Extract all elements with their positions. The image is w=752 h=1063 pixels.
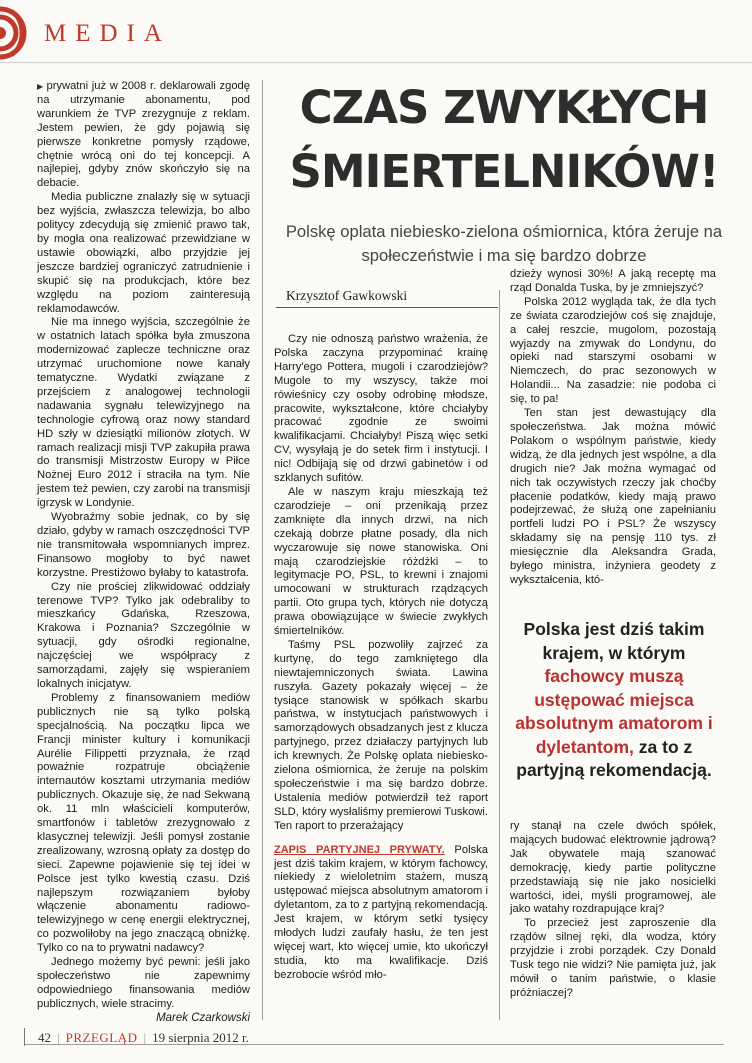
paragraph-text: Polska jest dziś takim krajem, w którym fachowcy, niekiedy z wieloletnim stażem, muszą ustępować miejsca absolutnym amatorom i dyletantom, za to z partyjną rekomendacją. Jest krajem, w którym setki tysięcy młodych ludzi zaufały hasłu, że ten jest więcej wart, kto więcej umie, kto ukończył studia, kto ma kwalifikacje. Dziś bezrobocie wśród mło- — [274, 843, 489, 981]
pull-quote-part-3: za to z partyjną rekomendacją. — [516, 736, 712, 780]
paragraph: ry stanął na czele dwóch spółek, mających budować elektrownie jądrową? Jak obywatele mają szanować demokrację, kiedy partie polityczne przedstawiają się nie jako nosicielki wartości, idei, myśli programowej, ale jako watahy rozdrapujące kraj? — [510, 820, 716, 916]
paragraph: Ten stan jest dewastujący dla społeczeństwa. Jak można mówić Polakom o wspólnym państwie, kiedy widzą, że dla jednych jest wspólne, a dla drugich nie? Jak można wymagać od nich tak oczywistych rzeczy jak choćby płacenie podatków, kiedy mają prawo podejrzewać, że służą one zapełnianiu portfeli ludzi PO i PSL? Że wszyscy składamy się na pensję 110 tys. zł miesięcznie dla Aleksandra Grada, byłego ministra, inżyniera geodety z wykształcenia, któ- — [510, 407, 716, 586]
paragraph — [37, 80, 250, 191]
radio-waves-icon — [0, 8, 40, 58]
column-divider — [262, 80, 263, 1020]
paragraph: Taśmy PSL pozwoliły zajrzeć za kurtynę, do tego zamkniętego dla niewtajemniczonych świata. Lawina ruszyła. Gazety pokazały więcej – że tysiące stanowisk w spółkach skarbu państwa, w instytucjach państwowych i samorządowych obsadzanych jest z klucza partyjnego, przez działaczy partyjnych lub ich krewnych. Że Polskę oplata niebiesko-zielona ośmiornica, że żeruje na polskim społeczeństwie i ma się bardzo dobrze. Ustalenia mediów potwierdził też raport SLD, który wysłaliśmy premierowi Tuskowi. Ten raport to przerażający — [274, 638, 488, 832]
article-headline — [276, 76, 732, 204]
paragraph: Polska 2012 wygląda tak, że dla tych ze świata czarodziejów coś się znajduje, a całej reszcie, mugolom, pozostają wyjazdy na zmywak do Londynu, do opieki nad starszymi osobami w Niemczech, do prac sezonowych w Holandii... Na zasadzie: nie podoba ci się, to pa! — [510, 295, 716, 406]
page-footer: 42 | PRZEGLĄD | 19 sierpnia 2012 r. — [38, 1030, 249, 1045]
article-column-3-continued — [510, 820, 716, 1040]
paragraph-text: prywatni już w 2008 r. deklarowali zgodę na utrzymanie abonamentu, pod warunkiem że TVP zrezygnuje z reklam. Jestem pewien, że gdy pojawią się pierwsze konkretne pomysły rządowe, chętnie wrócą oni do tej koncepcji. A najlepiej, gdyby znów skończyło się na debacie. — [37, 80, 250, 190]
page-number: 42 — [38, 1030, 51, 1045]
article-subhead: Polskę oplata niebiesko-zielona ośmiornica, która żeruje na społeczeństwie i ma się bardzo dobrze — [285, 222, 723, 265]
author-divider — [276, 307, 498, 308]
paragraph: Czy nie odnoszą państwo wrażenia, że Polska zaczyna przypominać krainę Harry'ego Pottera, mugoli i czarodziejów? Mugole to my wszyscy, także moi rówieśnicy czy osoby odrobinę młodsze, pracowite, wykształcone, które chciałyby pracować zgodnie ze swoimi kwalifikacjami. Chciałyby! Piszą więc setki CV, wysyłają je do setek firm i instytucji. I nic! Odbijają się od drzwi gabinetów i od szklanych sufitów. — [274, 333, 488, 485]
continuation-marker-icon: ▶ — [37, 82, 47, 91]
pull-quote-highlight: fachowcy muszą ustępować miejsca absolutnym amatorom i dyletantom, — [515, 666, 713, 757]
paragraph: Media publiczne znalazły się w sytuacji bez wyjścia, zwłaszcza telewizja, bo albo politycy zdecydują się zmienić prawo tak, by mogła ona realizować przewidziane w ustawie obowiązki, albo przyjdzie jej jeszcze bardziej ograniczyć zatrudnienie i skupić się na produkcjach, które bez względu na poziom zainteresują reklamodawców. — [37, 191, 250, 315]
headline-line-2: ŚMIERTELNIKÓW! — [289, 145, 719, 198]
paragraph — [274, 844, 488, 983]
article-column-2 — [274, 333, 488, 1033]
previous-article-column — [37, 80, 250, 1024]
paragraph: Nie ma innego wyjścia, szczególnie że w ostatnich latach spółka była zmuszona modernizować zaplecze techniczne oraz utrzymać uruchomione nowe kanały tematyczne. Wydatki związane z przejściem z analogowej technologii nadawania sygnału telewizyjnego na technologie cyfrową oraz nowy standard HD szły w dziesiątki milionów złotych. W ramach realizacji misji TVP zakupiła prawa do transmisji Mistrzostw Europy w Piłce Nożnej Euro 2012 i straciła na tym. Nie jestem też pewien, czy zarobi na transmisji igrzysk w Londynie. — [37, 316, 250, 510]
subheading-zapis: ZAPIS PARTYJNEJ PRYWATY. — [274, 843, 445, 856]
paragraph: dzieży wynosi 30%! A jaką receptę ma rząd Donalda Tuska, by je zmniejszyć? — [510, 268, 716, 294]
section-label: MEDIA — [44, 20, 171, 47]
footer-tick — [24, 1028, 25, 1046]
header-divider — [0, 62, 752, 63]
pull-quote-part-1: Polska jest dziś takim krajem, w którym — [523, 619, 705, 663]
previous-article-signature: Marek Czarkowski — [156, 1011, 250, 1024]
paragraph: Problemy z finansowaniem mediów publicznych nie są tylko polską specjalnością. Na początku lipca we Francji minister kultury i komunikacji Aurélie Filippetti przyznała, że rząd poważnie rozpatruje obciążenie internautów kosztami utrzymania mediów publicznych. Okazuje się, że nad Sekwaną ok. 11 mln właścicieli komputerów, smartfonów i tabletów zrezygnowało z klasycznej telewizji. Jeśli pomysł zostanie zrealizowany, wzrosną opłaty za dostęp do sieci. Zapewne pojawienie się tej idei w Polsce jest tylko kwestią czasu. Dziś najlepszym rozwiązaniem byłoby włączenie abonamentu radiowo-telewizyjnego w cenę energii elektrycznej, co pozwoliłoby na jego znaczącą obniżkę. Tylko co na to prywatni nadawcy? — [37, 691, 250, 955]
paragraph: Ale w naszym kraju mieszkają też czarodzieje – oni przenikają przez zamknięte dla innych drzwi, na nich czekają dobrze płatne posady, dla nich wyczarowuje się nowe stanowiska. Oni mają czarodziejskie różdżki – to legitymacje PO, PSL, to krewni i znajomi umocowani w strukturach rządzących partii. Oto grupa tych, których nie dotyczą prawa obowiązujące w świecie zwykłych śmiertelników. — [274, 485, 488, 638]
paragraph: To przecież jest zaproszenie dla rządów silnej ręki, dla wodza, który przyjdzie i zrobi porządek. Czy Donald Tusk tego nie widzi? Nie pamięta już, jak mówił o tanim państwie, o klasie próżniaczej? — [510, 917, 716, 999]
magazine-name: PRZEGLĄD — [65, 1030, 138, 1045]
article-column-3 — [510, 268, 716, 613]
issue-date: 19 sierpnia 2012 r. — [152, 1030, 249, 1045]
pull-quote — [510, 618, 718, 783]
paragraph: Czy nie prościej zlikwidować oddziały terenowe TVP? Tylko jak odebraliby to mieszkańcy Gdańska, Rzeszowa, Krakowa i Poznania? Szczególnie w sytuacji, gdy ośrodki regionalne, najczęściej we współpracy z samorządami, zajęły się wspieraniem lokalnych inicjatyw. — [37, 580, 250, 690]
headline-line-1: CZAS ZWYKŁYCH — [299, 81, 709, 134]
paragraph: Jednego możemy być pewni: jeśli jako społeczeństwo nie zapewnimy odpowiedniego finansowania mediów publicznych, wiele stracimy. — [37, 956, 250, 1010]
paragraph: Wyobraźmy sobie jednak, co by się działo, gdyby w ramach oszczędności TVP nie transmitowała wspomnianych imprez. Finansowo mogłoby to być nawet korzystne. Prestiżowo byłaby to katastrofa. — [37, 511, 250, 579]
article-author: Krzysztof Gawkowski — [286, 288, 408, 303]
column-divider — [499, 290, 500, 1020]
